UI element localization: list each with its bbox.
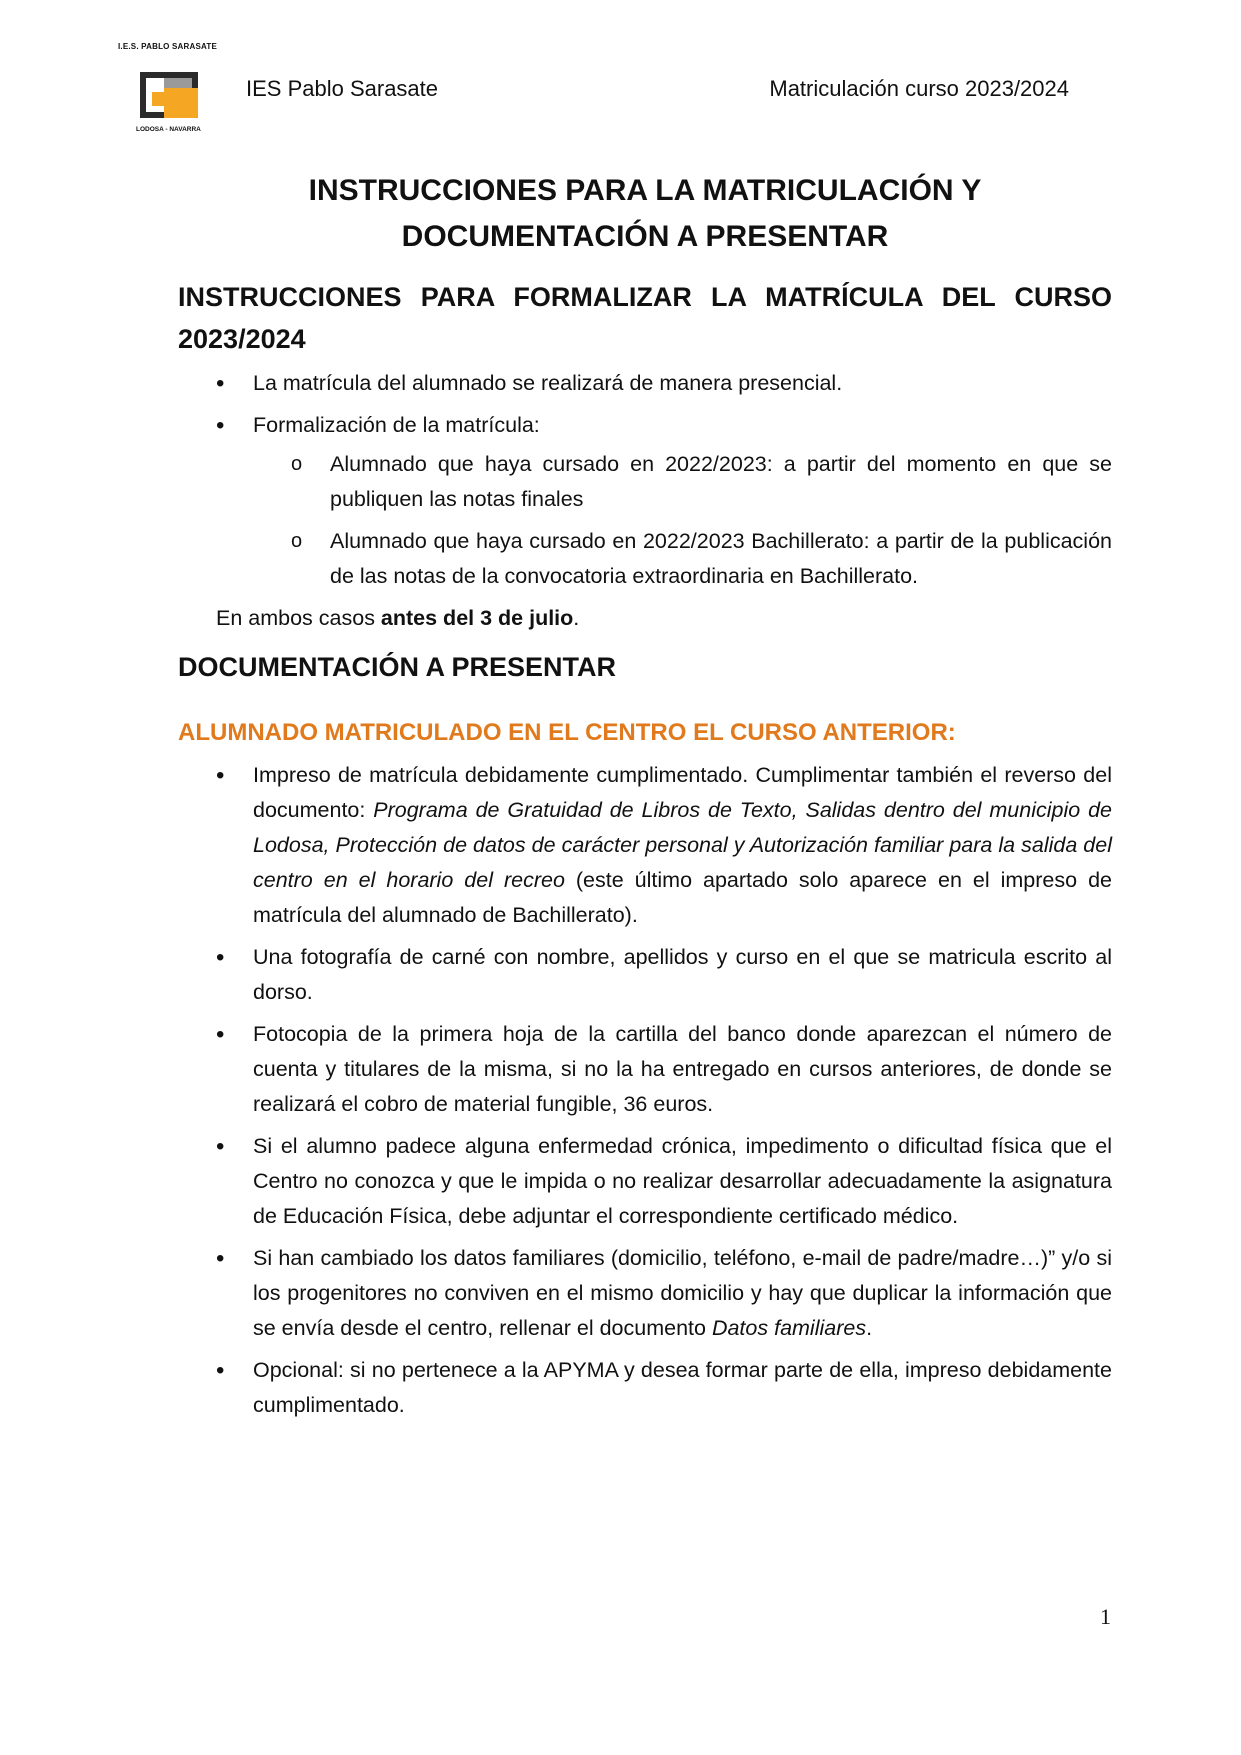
logo-bottom-text: LODOSA - NAVARRA — [136, 126, 201, 133]
documentation-list — [178, 758, 1112, 1423]
sub-list-item — [178, 524, 1112, 594]
page-title — [178, 168, 1112, 260]
list-item — [178, 758, 1112, 933]
list-item-text: (este último apartado solo aparece en el impreso de matrícula del alumnado de Bachillerato). — [253, 868, 1112, 927]
list-item — [178, 408, 1112, 594]
list-item-text: Formalización de la matrícula: — [253, 413, 540, 437]
deadline-note — [178, 601, 1112, 636]
document-body — [178, 168, 1112, 1430]
section-instructions-title: INSTRUCCIONES PARA FORMALIZAR LA MATRÍCULA DEL CURSO 2023/2024 — [178, 282, 1112, 354]
page-number: 1 — [1100, 1604, 1111, 1629]
note-period: . — [573, 606, 580, 630]
list-item-text: Una fotografía de carné con nombre, apellidos y curso en el que se matricula escrito al dorso. — [253, 945, 1112, 1004]
note-deadline: antes del 3 de julio — [380, 606, 574, 630]
header-school-name: IES Pablo Sarasate — [246, 76, 439, 101]
sub-list-item — [178, 447, 1112, 517]
page-title-line2: DOCUMENTACIÓN A PRESENTAR — [401, 220, 889, 253]
section-documentation-subtitle: ALUMNADO MATRICULADO EN EL CENTRO EL CURSO ANTERIOR: — [178, 719, 956, 746]
school-logo-icon — [140, 72, 198, 118]
list-item — [178, 1129, 1112, 1234]
list-item-text: Fotocopia de la primera hoja de la cartilla del banco donde aparezcan el número de cuenta y titulares de la misma, si no la ha entregado en cursos anteriores, de donde se realizará el cobro de material fungible, 36 euros. — [253, 1022, 1112, 1116]
list-item-italic: Programa de Gratuidad de Libros de Texto, Salidas dentro del municipio de Lodosa, Protección de datos de carácter personal y Autorización familiar para la salida del centro en el horario del recreo — [253, 798, 1113, 892]
list-item-text: Si el alumno padece alguna enfermedad crónica, impedimento o dificultad física que el Centro no conozca y que le impida o no realizar desarrollar adecuadamente la asignatura de Educación Física, debe adjuntar el correspondiente certificado médico. — [253, 1134, 1112, 1228]
instructions-list — [178, 366, 1112, 594]
list-item-text: . — [866, 1316, 873, 1340]
list-item — [178, 1017, 1112, 1122]
logo-top-text: I.E.S. PABLO SARASATE — [118, 42, 218, 51]
list-item — [178, 1353, 1112, 1423]
list-item — [178, 366, 1112, 401]
list-item-text: Impreso de matrícula debidamente cumplimentado. Cumplimentar también el reverso del documento: — [253, 763, 1112, 822]
list-item-text: La matrícula del alumnado se realizará de manera presencial. — [253, 371, 843, 395]
page-title-line1: INSTRUCCIONES PARA LA MATRICULACIÓN Y — [308, 174, 982, 207]
sub-list-item-text: Alumnado que haya cursado en 2022/2023 Bachillerato: a partir de la publicación de las notas de la convocatoria extraordinaria en Bachillerato. — [330, 529, 1112, 588]
section-documentation-title: DOCUMENTACIÓN A PRESENTAR — [178, 652, 616, 682]
list-item-text: Si han cambiado los datos familiares (domicilio, teléfono, e-mail de padre/madre…)” y/o si los progenitores no conviven en el mismo domicilio y hay que duplicar la información que se envía desde el centro, rellenar el documento — [253, 1246, 1112, 1340]
header-course: Matriculación curso 2023/2024 — [769, 76, 1069, 101]
list-item-text: Opcional: si no pertenece a la APYMA y desea formar parte de ella, impreso debidamente cumplimentado. — [253, 1358, 1112, 1417]
school-logo — [118, 42, 228, 138]
list-item — [178, 940, 1112, 1010]
list-item — [178, 1241, 1112, 1346]
sub-list-item-text: Alumnado que haya cursado en 2022/2023: a partir del momento en que se publiquen las notas finales — [330, 452, 1112, 511]
sub-list — [253, 447, 1112, 594]
note-text: En ambos casos — [216, 606, 381, 630]
list-item-italic: Datos familiares — [711, 1316, 867, 1340]
